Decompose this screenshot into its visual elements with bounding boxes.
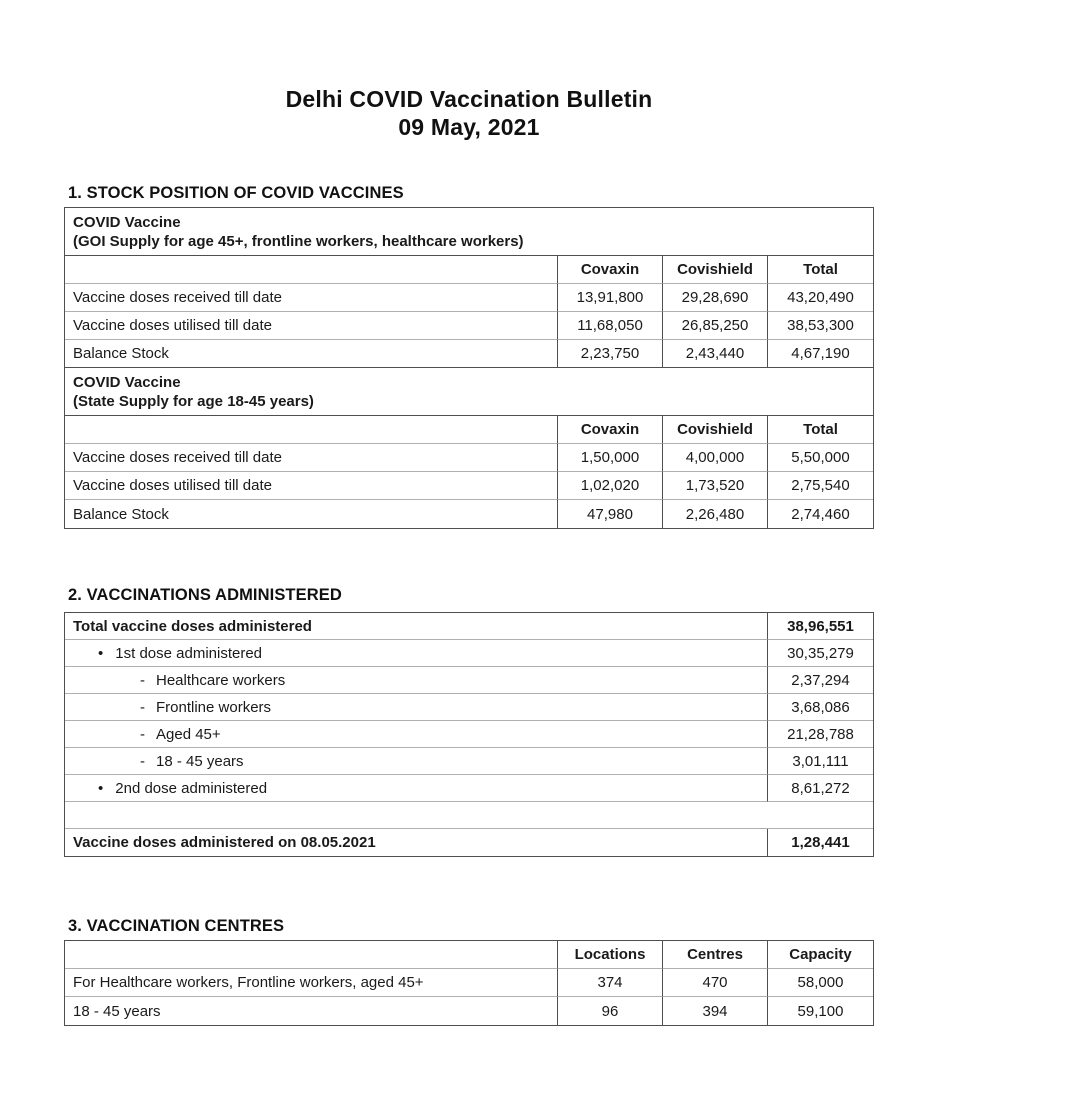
centres-value: 470 [663, 969, 768, 997]
row-label: Vaccine doses received till date [65, 284, 558, 312]
covaxin-value: 1,50,000 [558, 444, 663, 472]
doses-value: 2,37,294 [768, 667, 873, 694]
row-label-text: 2nd dose administered [115, 779, 268, 797]
table-row [65, 748, 873, 775]
column-header-total: Total [768, 256, 873, 284]
row-label: Total vaccine doses administered [65, 613, 768, 640]
dash-icon: - [140, 725, 145, 743]
total-value: 2,74,460 [791, 505, 850, 523]
goi-supply-group-header [65, 208, 873, 256]
row-label: Balance Stock [65, 340, 558, 368]
doses-value: 3,68,086 [768, 694, 873, 721]
row-label-text: Aged 45+ [156, 725, 221, 743]
column-header-locations: Locations [558, 941, 663, 969]
column-header-covishield: Covishield [663, 416, 768, 444]
vaccinations-administered-table [64, 612, 874, 857]
table-row [65, 775, 873, 802]
row-label: Vaccine doses administered on 08.05.2021 [65, 829, 768, 856]
column-header-covishield: Covishield [663, 256, 768, 284]
table-row [65, 667, 873, 694]
row-label [65, 694, 768, 721]
doses-value: 1,28,441 [791, 834, 850, 851]
covishield-value: 29,28,690 [663, 284, 768, 312]
row-label [65, 775, 768, 802]
covishield-value: 2,26,480 [663, 500, 768, 528]
row-label [65, 667, 768, 694]
total-doses-row [65, 613, 873, 640]
covishield-value: 2,43,440 [663, 340, 768, 368]
column-header-centres: Centres [663, 941, 768, 969]
table-row [65, 312, 873, 340]
covaxin-value: 13,91,800 [558, 284, 663, 312]
table-row [65, 640, 873, 667]
column-header-covaxin: Covaxin [558, 416, 663, 444]
bullet-icon: • [98, 644, 104, 662]
empty-cell [65, 802, 873, 829]
centres-column-header-row [65, 941, 873, 969]
table-row [65, 500, 873, 528]
table-row [65, 340, 873, 368]
capacity-value: 59,100 [797, 1002, 844, 1020]
dash-icon: - [140, 698, 145, 716]
table-row [65, 694, 873, 721]
covaxin-value: 47,980 [558, 500, 663, 528]
covishield-value: 26,85,250 [663, 312, 768, 340]
covaxin-value: 2,23,750 [558, 340, 663, 368]
row-label-text: 1st dose administered [115, 644, 263, 662]
doses-value: 21,28,788 [768, 721, 873, 748]
row-label [65, 748, 768, 775]
total-value: 38,53,300 [768, 312, 873, 340]
bulletin-title: Delhi COVID Vaccination Bulletin [285, 86, 653, 112]
bullet-icon: • [98, 779, 104, 797]
total-value: 5,50,000 [768, 444, 873, 472]
section-heading-vaccinations-administered: 2. VACCINATIONS ADMINISTERED [68, 586, 342, 604]
centres-value: 394 [663, 997, 768, 1025]
column-header-covaxin: Covaxin [558, 256, 663, 284]
row-label [65, 640, 768, 667]
row-label: Vaccine doses received till date [65, 444, 558, 472]
doses-value: 30,35,279 [768, 640, 873, 667]
spacer-row [65, 802, 873, 829]
row-label: For Healthcare workers, Frontline workers, aged 45+ [65, 969, 558, 997]
state-group-header-line2: (State Supply for age 18-45 years) [73, 392, 314, 410]
goi-supply-group-header-row [65, 208, 873, 256]
table-row [65, 472, 873, 500]
table-row [65, 444, 873, 472]
state-supply-group-header-row [65, 368, 873, 416]
doses-value: 3,01,111 [768, 748, 873, 775]
total-value: 2,75,540 [768, 472, 873, 500]
empty-header-cell [65, 416, 558, 444]
state-column-header-row [65, 416, 873, 444]
state-group-header-line1: COVID Vaccine [73, 373, 181, 391]
goi-group-header-line1: COVID Vaccine [73, 213, 181, 231]
bulletin-date: 09 May, 2021 [398, 114, 540, 140]
section-heading-stock-position: 1. STOCK POSITION OF COVID VACCINES [68, 184, 404, 202]
column-header-total: Total [768, 416, 873, 444]
section-heading-vaccination-centres: 3. VACCINATION CENTRES [68, 917, 285, 935]
row-label: Vaccine doses utilised till date [65, 312, 558, 340]
goi-group-header-line2: (GOI Supply for age 45+, frontline workers, healthcare workers) [73, 232, 524, 250]
dash-icon: - [140, 752, 145, 770]
row-label-text: 18 - 45 years [156, 752, 244, 770]
doses-value: 8,61,272 [768, 775, 873, 802]
table-row [65, 721, 873, 748]
table-row [65, 969, 873, 997]
document-title [64, 85, 874, 141]
doses-value: 38,96,551 [768, 613, 873, 640]
table-row [65, 284, 873, 312]
covaxin-value: 11,68,050 [558, 312, 663, 340]
locations-value: 96 [558, 997, 663, 1025]
row-label: 18 - 45 years [65, 997, 558, 1025]
row-label: Vaccine doses utilised till date [65, 472, 558, 500]
table-row [65, 997, 873, 1025]
column-header-capacity: Capacity [768, 941, 873, 969]
covishield-value: 4,00,000 [663, 444, 768, 472]
goi-column-header-row [65, 256, 873, 284]
empty-header-cell [65, 256, 558, 284]
total-value: 4,67,190 [768, 340, 873, 368]
row-label-text: Frontline workers [156, 698, 272, 716]
locations-value: 374 [558, 969, 663, 997]
covaxin-value: 1,02,020 [558, 472, 663, 500]
total-value: 43,20,490 [768, 284, 873, 312]
row-label [65, 721, 768, 748]
capacity-value: 58,000 [768, 969, 873, 997]
stock-position-table [64, 207, 874, 529]
doses-on-date-row [65, 829, 873, 856]
empty-header-cell [65, 941, 558, 969]
vaccination-centres-table [64, 940, 874, 1026]
dash-icon: - [140, 671, 145, 689]
state-supply-group-header [65, 368, 873, 416]
row-label: Balance Stock [65, 500, 558, 528]
covishield-value: 1,73,520 [663, 472, 768, 500]
row-label-text: Healthcare workers [156, 671, 286, 689]
